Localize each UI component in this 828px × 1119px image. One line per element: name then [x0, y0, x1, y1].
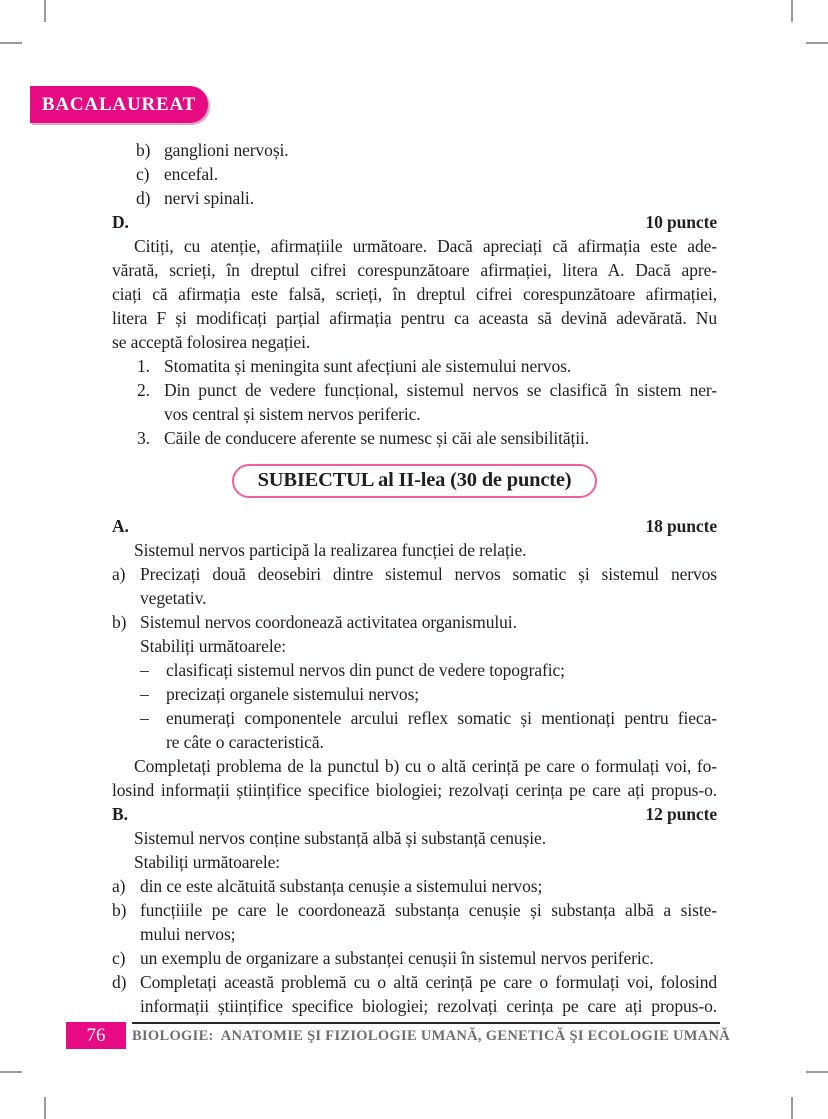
- item-marker: c): [112, 948, 126, 968]
- item-c: [112, 946, 717, 970]
- dash-item-3: [112, 706, 717, 730]
- crop-mark-top-left-vertical: [44, 0, 46, 22]
- item-b: [112, 898, 717, 922]
- crop-mark-bottom-left-vertical: [44, 1097, 46, 1119]
- item-marker: b): [112, 612, 127, 632]
- item-b-wrap: [112, 922, 717, 946]
- statement-text: Stomatita și meningita sunt afecțiuni ale sistemului nervos.: [164, 356, 572, 376]
- subject-title: SUBIECTUL al II-lea (30 de puncte): [232, 464, 598, 498]
- item-marker: a): [112, 876, 126, 896]
- crop-mark-top-right-horizontal: [806, 42, 828, 44]
- item-text: din ce este alcătuită substanța cenușie a sistemului nervos;: [140, 876, 543, 896]
- section-a-intro: Sistemul nervos participă la realizarea funcției de relație.: [134, 540, 527, 560]
- page-content: [112, 138, 717, 1018]
- section-b-header: [112, 802, 717, 826]
- dash-marker: –: [140, 684, 149, 704]
- statement-marker: 3.: [137, 428, 150, 448]
- item-text: Completați această problemă cu o altă cerință pe care o formulați voi, folosind: [140, 972, 717, 992]
- option-item-b: [112, 138, 717, 162]
- item-text: un exemplu de organizare a substanței cenușii în sistemul nervos periferic.: [140, 948, 654, 968]
- statement-2-wrap: [112, 402, 717, 426]
- item-a: [112, 562, 717, 586]
- crop-mark-top-left-horizontal: [0, 42, 22, 44]
- chapter-badge: BACALAUREAT: [30, 86, 208, 123]
- paragraph-line: Citiți, cu atenție, afirmațiile următoare. Dacă apreciați că afirmația este ade-: [134, 236, 717, 256]
- crop-mark-bottom-right-horizontal: [806, 1071, 828, 1073]
- option-marker: c): [136, 164, 150, 184]
- statement-text: Din punct de vedere funcțional, sistemul nervos se clasifică în sistem ner-: [164, 380, 717, 400]
- dash-text: precizați organele sistemului nervos;: [166, 684, 420, 704]
- page-footer: [0, 1022, 828, 1050]
- section-d-header: [112, 210, 717, 234]
- item-marker: d): [112, 972, 127, 992]
- item-text: vegetativ.: [140, 588, 207, 608]
- statement-1: [112, 354, 717, 378]
- statement-text: Căile de conducere aferente se numesc și căi ale sensibilității.: [164, 428, 590, 448]
- crop-mark-bottom-right-vertical: [791, 1097, 793, 1119]
- dash-item-1: [112, 658, 717, 682]
- crop-mark-bottom-left-horizontal: [0, 1071, 22, 1073]
- item-a-wrap: [112, 586, 717, 610]
- stabiliti-line: Stabiliți următoarele:: [140, 636, 287, 656]
- statement-3: [112, 426, 717, 450]
- section-label: D.: [112, 212, 129, 232]
- item-marker: a): [112, 564, 126, 584]
- item-text: Sistemul nervos coordonează activitatea organismului.: [140, 612, 517, 632]
- item-text: mului nervos;: [140, 924, 236, 944]
- completati-line: losind informații științifice specifice biologiei; rezolvați cerința pe care ați propus-o.: [112, 780, 717, 800]
- statement-2: [112, 378, 717, 402]
- item-a: [112, 874, 717, 898]
- option-text: encefal.: [164, 164, 219, 184]
- item-text: funcțiiile pe care le coordonează substanța cenușie și substanța albă a siste-: [140, 900, 717, 920]
- dash-item-2: [112, 682, 717, 706]
- section-label: B.: [112, 804, 128, 824]
- item-d: [112, 970, 717, 994]
- paragraph-line: vărată, scrieți, în dreptul cifrei corespunzătoare afirmației, litera A. Dacă apre-: [112, 260, 717, 280]
- dash-marker: –: [140, 708, 149, 728]
- paragraph-line: litera F și modificați parțial afirmația pentru ca aceasta să devină adevărată. Nu: [112, 308, 717, 328]
- option-item-c: [112, 162, 717, 186]
- item-marker: b): [112, 900, 127, 920]
- item-text: Precizați două deosebiri dintre sistemul nervos somatic și sistemul nervos: [140, 564, 717, 584]
- statement-marker: 2.: [137, 380, 150, 400]
- section-label: A.: [112, 516, 129, 536]
- section-points: 12 puncte: [645, 804, 717, 824]
- paragraph-line: se acceptă folosirea negației.: [112, 332, 311, 352]
- stabiliti-line: Stabiliți următoarele:: [134, 852, 281, 872]
- section-points: 18 puncte: [645, 516, 717, 536]
- completati-line: Completați problema de la punctul b) cu o altă cerință pe care o formulați voi, fo-: [134, 756, 717, 776]
- statement-text: vos central și sistem nervos periferic.: [164, 404, 421, 424]
- paragraph-line: ciați că afirmația este falsă, scrieți, în dreptul cifrei corespunzătoare afirmației,: [112, 284, 717, 304]
- statement-marker: 1.: [137, 356, 150, 376]
- footer-title: BIOLOGIE: ANATOMIE ŞI FIZIOLOGIE UMANĂ, GENETICĂ ŞI ECOLOGIE UMANĂ: [132, 1022, 720, 1045]
- section-points: 10 puncte: [645, 212, 717, 232]
- option-text: nervi spinali.: [164, 188, 254, 208]
- option-marker: b): [136, 140, 151, 160]
- section-b-intro: Sistemul nervos conține substanță albă și substanță cenușie.: [134, 828, 546, 848]
- item-d-wrap: informații științifice specifice biologiei; rezolvați cerința pe care ați propus-o.: [140, 996, 717, 1016]
- dash-marker: –: [140, 660, 149, 680]
- crop-mark-top-right-vertical: [791, 0, 793, 22]
- item-b: [112, 610, 717, 634]
- dash-text: clasificați sistemul nervos din punct de vedere topografic;: [166, 660, 565, 680]
- option-text: ganglioni nervoși.: [164, 140, 289, 160]
- page-number: 76: [66, 1022, 126, 1049]
- dash-text: re câte o caracteristică.: [166, 732, 324, 752]
- section-a-header: [112, 514, 717, 538]
- option-marker: d): [136, 188, 151, 208]
- subject-pill-wrap: [112, 464, 717, 504]
- dash-text: enumerați componentele arcului reflex somatic și mentionați pentru fieca-: [166, 708, 717, 728]
- dash-item-3-wrap: [112, 730, 717, 754]
- option-item-d: [112, 186, 717, 210]
